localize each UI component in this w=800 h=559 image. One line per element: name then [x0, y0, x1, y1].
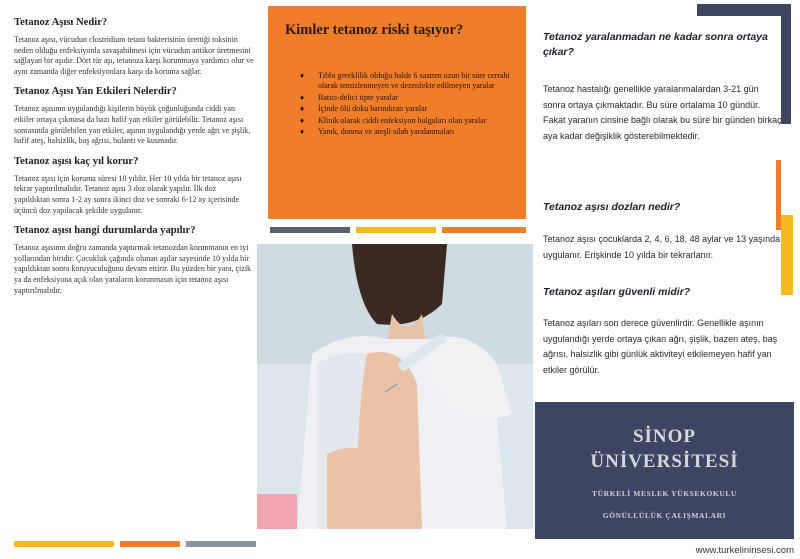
risk-item: ♦ Yanık, donma ve ateşli silah yaralanmaları	[300, 127, 455, 137]
vaccination-illustration	[257, 244, 533, 529]
bullet-icon: ♦	[300, 71, 305, 80]
left-bottom-stripe-orange	[120, 541, 180, 547]
bullet-icon: ♦	[300, 115, 305, 125]
risk-item: ♦ Klinik olarak ciddi enfeksiyon bulguları olan yaralar	[300, 115, 487, 125]
paragraph-ne-kadar-sonra: Tetanoz hastalığı genellikle yaralanmalardan 3-21 gün sonra ortaya çıkmaktadır. Bu süre ortalama 10 gündür. Fakat yaranın cinsine bağlı olarak bu süre bir günden birkaç aya kadar değişiklik gösterebilmektedir.	[543, 84, 782, 141]
section-kac-yil	[14, 155, 254, 216]
paragraph-kac-yil: Tetanoz aşısı için koruma süresi 10 yıldır. Her 10 yılda bir tetanoz aşısı tekrar yaptırılmalıdır. Tetanoz aşısı 3 doz olarak yapılır. İlk doz yapıldıktan sonra 1-2 ay sonra ikinci doz ve sonraki 6-12 ay içerisinde üçüncü doz yapılacak şekilde uygulanır.	[14, 173, 242, 215]
heading-dozlar: Tetanoz aşısı dozları nedir?	[543, 201, 681, 213]
middle-stripe-orange	[442, 227, 526, 233]
risk-item: ♦ Tıbbi gereklilik olduğu halde 6 saatten uzun bir süre cerrahi olarak temizlenmeyen ve dezenfekte edilmeyen yaralar	[300, 71, 510, 91]
paragraph-hangi-durumlarda: Tetanoz aşısının doğru zamanda yaptırmak tetanozdan korunmanın en iyi yollarından biridir. Çocukluk çağında olunan aşılar sayesinde 10 yılda bir yapıldıktan sonra koruyuculuğunu devam ettirir. Bu yüzden bir yara, çizik ya da enfeksiyona açık olan yaraların korunmasın için tetanoz aşısı yaptırılmalıdır.	[14, 243, 252, 295]
section-tetanoz-nedir	[14, 16, 254, 77]
heading-guvenli-mi: Tetanoz aşıları güvenli midir?	[543, 286, 691, 298]
heading-ne-kadar-sonra: Tetanoz yaralanmadan ne kadar sonra ortaya çıkar?	[543, 31, 768, 58]
paragraph-yan-etkiler: Tetanoz aşısının uygulandığı kişilerin büyük çoğunluğunda ciddi yan etkiler ortaya çıkmasa da bazı hafif yan etkiler görülebilir. Tetanoz aşısı sonrasında görülebilen yan etkiler, aşının uygulandığı yerde ağrı ve şişlik, hafif ateş, halsizlik, baş ağrısı, bulantı ve kusmadır.	[14, 104, 251, 146]
section-hangi-durumlarda	[14, 224, 254, 296]
school-name: TÜRKELİ MESLEK YÜKSEKOKULU	[592, 489, 737, 498]
heading-kac-yil: Tetanoz aşısı kaç yıl korur?	[14, 155, 139, 167]
risk-title: Kimler tetanoz riski taşıyor?	[285, 22, 464, 38]
heading-yan-etkiler: Tetanoz Aşısı Yan Etkileri Nelerdir?	[14, 86, 177, 98]
risk-item: ♦ İçinde ölü doku barındıran yaralar	[300, 104, 428, 114]
left-bottom-stripe-gray	[186, 541, 256, 547]
paragraph-guvenli-mi: Tetanoz aşıları son derece güvenlirdir. Genellikle aşının uygulandığı yerde ortaya çıkan ağrı, şişlik, bazen ateş, baş ağrısı, halsizlik gibi günlük aktiviteyi etkilemeyen hafif yan etkiler görülür.	[543, 318, 778, 375]
university-name-line1: SİNOP	[632, 426, 697, 447]
club-name: GÖNÜLLÜLÜK ÇALIŞMALARI	[602, 511, 727, 520]
left-column	[14, 8, 254, 300]
left-bottom-stripe-yellow	[14, 541, 114, 547]
risk-list	[296, 71, 516, 138]
middle-stripe-yellow	[356, 227, 436, 233]
section-yan-etkiler	[14, 85, 254, 146]
paragraph-dozlar: Tetanoz aşısı çocuklarda 2, 4, 6, 18, 48 aylar ve 13 yaşında uygulanır. Erişkinde 10 yılda bir tekrarlanır.	[543, 234, 781, 260]
paragraph-tetanoz-nedir: Tetanoz aşısı, vücudun clostridium tetani bakterisinin ürettiği toksinin neden olduğu enfeksiyonla savaşabilmesi için vücudun antikor üretmesini sağlayan bir aşıdır. Dört tür aşı, tetanoza karşı korunmaya yardımcı olur ve aynı zamanda diğer enfeksiyonlara karşı da koruma sağlar.	[14, 35, 254, 76]
university-name-line2: ÜNİVERSİTESİ	[590, 451, 739, 472]
watermark-url: www.turkelininsesi.com	[695, 545, 794, 556]
vaccination-photo	[257, 244, 533, 529]
heading-hangi-durumlarda: Tetanoz aşısı hangi durumlarda yapılır?	[14, 225, 196, 237]
bullet-icon: ♦	[300, 127, 305, 137]
bullet-icon: ♦	[300, 92, 305, 102]
middle-stripe-gray	[270, 227, 350, 233]
heading-tetanoz-nedir: Tetanoz Aşısı Nedir?	[14, 17, 108, 28]
bullet-icon: ♦	[300, 104, 305, 114]
right-top-stripe-navy	[697, 4, 791, 16]
risk-item: ♦ Batıcı-delici tipte yaralar	[300, 92, 398, 102]
